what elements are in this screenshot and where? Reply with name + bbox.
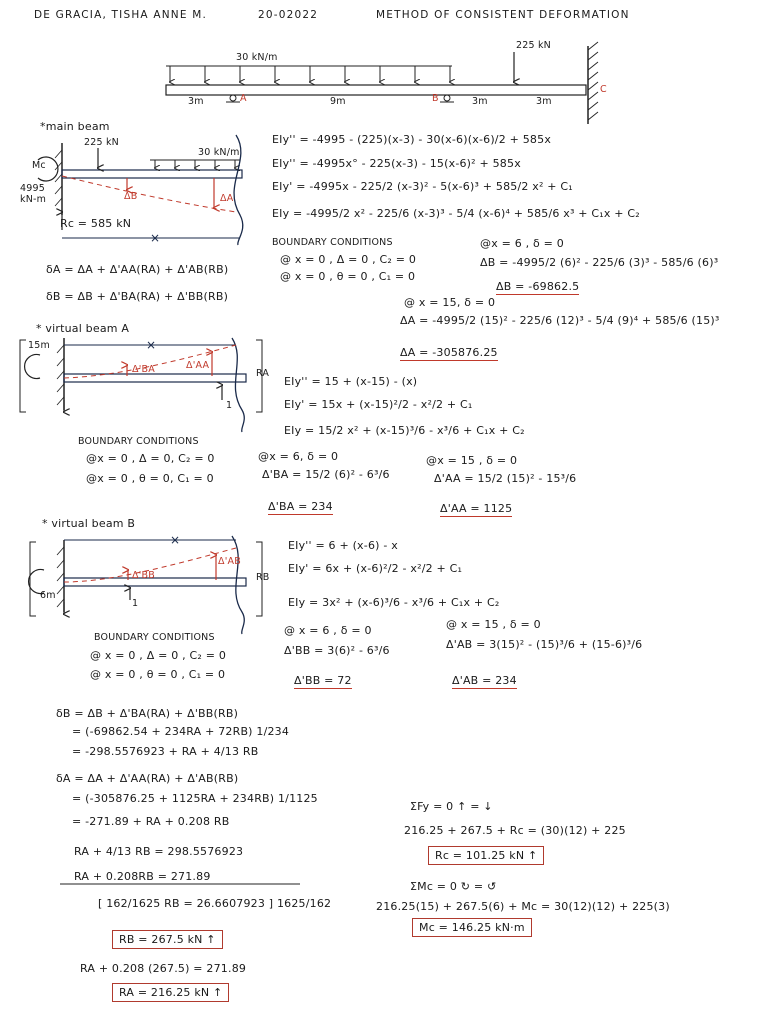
virtual-a-bc-2: @x = 0 , θ = 0, C₁ = 0 bbox=[86, 472, 214, 485]
virtual-a-eq-3: EIy = 15/2 x² + (x-15)³/6 - x³/6 + C₁x + C₂ bbox=[284, 424, 525, 437]
statics-mc: ΣMc = 0 ↻ = ↺ bbox=[410, 880, 497, 893]
solution-sim-4: RA + 0.208 (267.5) = 271.89 bbox=[80, 962, 247, 975]
virtual-b-moment: 6m bbox=[40, 590, 56, 601]
main-beam-point-load: 225 kN bbox=[84, 137, 119, 148]
student-name: DE GRACIA, TISHA ANNE M. bbox=[34, 9, 208, 21]
main-beam-udl: 30 kN/m bbox=[198, 147, 240, 158]
virtual-a-bc-title: BOUNDARY CONDITIONS bbox=[78, 436, 199, 447]
delta-a-result: ΔA = -305876.25 bbox=[400, 346, 498, 359]
statics-fy: ΣFy = 0 ↑ = ↓ bbox=[410, 800, 493, 813]
virtual-a-eq-2: EIy' = 15x + (x-15)²/2 - x²/2 + C₁ bbox=[284, 398, 473, 411]
main-eq-2: EIy'' = -4995x° - 225(x-3) - 15(x-6)² + 585x bbox=[272, 157, 521, 170]
span-4-label: 3m bbox=[536, 96, 552, 107]
main-bc-1: @ x = 0 , Δ = 0 , C₂ = 0 bbox=[280, 253, 417, 266]
page-title: METHOD OF CONSISTENT DEFORMATION bbox=[376, 9, 630, 21]
reaction-c: Rc = 585 kN bbox=[60, 217, 132, 230]
solution-da-2: = (-305876.25 + 1125RA + 234RB) 1/1125 bbox=[72, 792, 318, 805]
main-at-15: @ x = 15, δ = 0 bbox=[404, 296, 496, 309]
virtual-b-bc-2: @ x = 0 , θ = 0 , C₁ = 0 bbox=[90, 668, 226, 681]
d-bb-result: Δ'BB = 72 bbox=[294, 674, 352, 687]
main-beam-heading: *main beam bbox=[40, 120, 110, 133]
svg-text:×: × bbox=[170, 533, 181, 547]
svg-text:×: × bbox=[146, 338, 157, 352]
d-aa-label: Δ'AA bbox=[186, 360, 210, 371]
solution-da-1: δA = ΔA + Δ'AA(RA) + Δ'AB(RB) bbox=[56, 772, 239, 785]
d-ab-label: Δ'AB bbox=[218, 556, 241, 567]
delta-b-label: ΔB bbox=[124, 191, 138, 202]
span-2-label: 9m bbox=[330, 96, 346, 107]
solution-sim-2: RA + 0.208RB = 271.89 bbox=[74, 870, 211, 883]
span-3-label: 3m bbox=[472, 96, 488, 107]
support-c-label: C bbox=[600, 84, 607, 95]
support-a-label: A bbox=[240, 93, 247, 104]
d-aa-result: Δ'AA = 1125 bbox=[440, 502, 513, 515]
virtual-b-eq-3: EIy = 3x² + (x-6)³/6 - x³/6 + C₁x + C₂ bbox=[288, 596, 500, 609]
virtual-a-reaction: RA bbox=[256, 368, 270, 379]
statics-mc-eq: 216.25(15) + 267.5(6) + Mc = 30(12)(12) + 225(3) bbox=[376, 900, 670, 913]
solution-db-2: = (-69862.54 + 234RA + 72RB) 1/234 bbox=[72, 725, 290, 738]
virtual-a-heading: * virtual beam A bbox=[36, 322, 130, 335]
d-ba-result: Δ'BA = 234 bbox=[268, 500, 333, 513]
student-number: 20-02022 bbox=[258, 9, 319, 21]
main-eq-3: EIy' = -4995x - 225/2 (x-3)² - 5(x-6)³ + 585/2 x² + C₁ bbox=[272, 180, 573, 193]
solution-da-3: = -271.89 + RA + 0.208 RB bbox=[72, 815, 230, 828]
virtual-b-heading: * virtual beam B bbox=[42, 517, 136, 530]
virtual-a-moment: 15m bbox=[28, 340, 50, 351]
virtual-a-eq-1: EIy'' = 15 + (x-15) - (x) bbox=[284, 375, 418, 388]
virtual-a-unit: 1 bbox=[226, 400, 233, 411]
d-ba-expr: Δ'BA = 15/2 (6)² - 6³/6 bbox=[262, 468, 390, 481]
compat-eq-b: δB = ΔB + Δ'BA(RA) + Δ'BB(RB) bbox=[46, 290, 229, 303]
result-mc: Mc = 146.25 kN·m bbox=[412, 918, 532, 937]
statics-fy-eq: 216.25 + 267.5 + Rc = (30)(12) + 225 bbox=[404, 824, 626, 837]
d-bb-expr: Δ'BB = 3(6)² - 6³/6 bbox=[284, 644, 390, 657]
main-at-6: @x = 6 , δ = 0 bbox=[480, 237, 564, 250]
main-bc-title: BOUNDARY CONDITIONS bbox=[272, 237, 393, 248]
main-eq-4: EIy = -4995/2 x² - 225/6 (x-3)³ - 5/4 (x-6)⁴ + 585/6 x³ + C₁x + C₂ bbox=[272, 207, 640, 220]
d-ba-label: Δ'BA bbox=[132, 364, 155, 375]
virtual-a-bc-1: @x = 0 , Δ = 0, C₂ = 0 bbox=[86, 452, 215, 465]
main-structure-diagram bbox=[166, 42, 598, 124]
virtual-b-eq-1: EIy'' = 6 + (x-6) - x bbox=[288, 539, 398, 552]
point-load-label: 225 kN bbox=[516, 40, 551, 51]
virtual-b-eq-2: EIy' = 6x + (x-6)²/2 - x²/2 + C₁ bbox=[288, 562, 463, 575]
svg-text:×: × bbox=[150, 231, 161, 245]
d-bb-label: Δ'BB bbox=[132, 570, 155, 581]
virtual-b-bc-title: BOUNDARY CONDITIONS bbox=[94, 632, 215, 643]
solution-db-3: = -298.5576923 + RA + 4/13 RB bbox=[72, 745, 259, 758]
virtual-beam-a-diagram bbox=[20, 338, 262, 432]
result-rb: RB = 267.5 kN ↑ bbox=[112, 930, 223, 949]
virtual-b-unit: 1 bbox=[132, 598, 139, 609]
d-ab-expr: Δ'AB = 3(15)² - (15)³/6 + (15-6)³/6 bbox=[446, 638, 643, 651]
d-aa-expr: Δ'AA = 15/2 (15)² - 15³/6 bbox=[434, 472, 577, 485]
virtual-a-at-15: @x = 15 , δ = 0 bbox=[426, 454, 518, 467]
delta-b-expr: ΔB = -4995/2 (6)² - 225/6 (3)³ - 585/6 (6)³ bbox=[480, 256, 719, 269]
delta-a-expr: ΔA = -4995/2 (15)² - 225/6 (12)³ - 5/4 (9)⁴ + 585/6 (15)³ bbox=[400, 314, 720, 327]
virtual-b-bc-1: @ x = 0 , Δ = 0 , C₂ = 0 bbox=[90, 649, 227, 662]
virtual-a-at-6: @x = 6, δ = 0 bbox=[258, 450, 339, 463]
virtual-beam-b-diagram bbox=[29, 533, 262, 634]
virtual-b-reaction: RB bbox=[256, 572, 270, 583]
compat-eq-a: δA = ΔA + Δ'AA(RA) + Δ'AB(RB) bbox=[46, 263, 229, 276]
moment-label: Mc bbox=[32, 160, 46, 171]
delta-b-result: ΔB = -69862.5 bbox=[496, 280, 580, 293]
result-rc: Rc = 101.25 kN ↑ bbox=[428, 846, 544, 865]
support-b-label: B bbox=[432, 93, 439, 104]
virtual-b-at-6: @ x = 6 , δ = 0 bbox=[284, 624, 372, 637]
main-eq-1: EIy'' = -4995 - (225)(x-3) - 30(x-6)(x-6)/2 + 585x bbox=[272, 133, 552, 146]
virtual-b-at-15: @ x = 15 , δ = 0 bbox=[446, 618, 541, 631]
result-ra: RA = 216.25 kN ↑ bbox=[112, 983, 229, 1002]
main-bc-2: @ x = 0 , θ = 0 , C₁ = 0 bbox=[280, 270, 416, 283]
solution-sim-1: RA + 4/13 RB = 298.5576923 bbox=[74, 845, 244, 858]
d-ab-result: Δ'AB = 234 bbox=[452, 674, 517, 687]
solution-db-1: δB = ΔB + Δ'BA(RA) + Δ'BB(RB) bbox=[56, 707, 239, 720]
udl-label: 30 kN/m bbox=[236, 52, 278, 63]
moment-value: 4995 kN-m bbox=[20, 183, 47, 205]
delta-a-label: ΔA bbox=[220, 193, 234, 204]
solution-sim-3: [ 162/1625 RB = 26.6607923 ] 1625/162 bbox=[98, 897, 332, 910]
span-1-label: 3m bbox=[188, 96, 204, 107]
